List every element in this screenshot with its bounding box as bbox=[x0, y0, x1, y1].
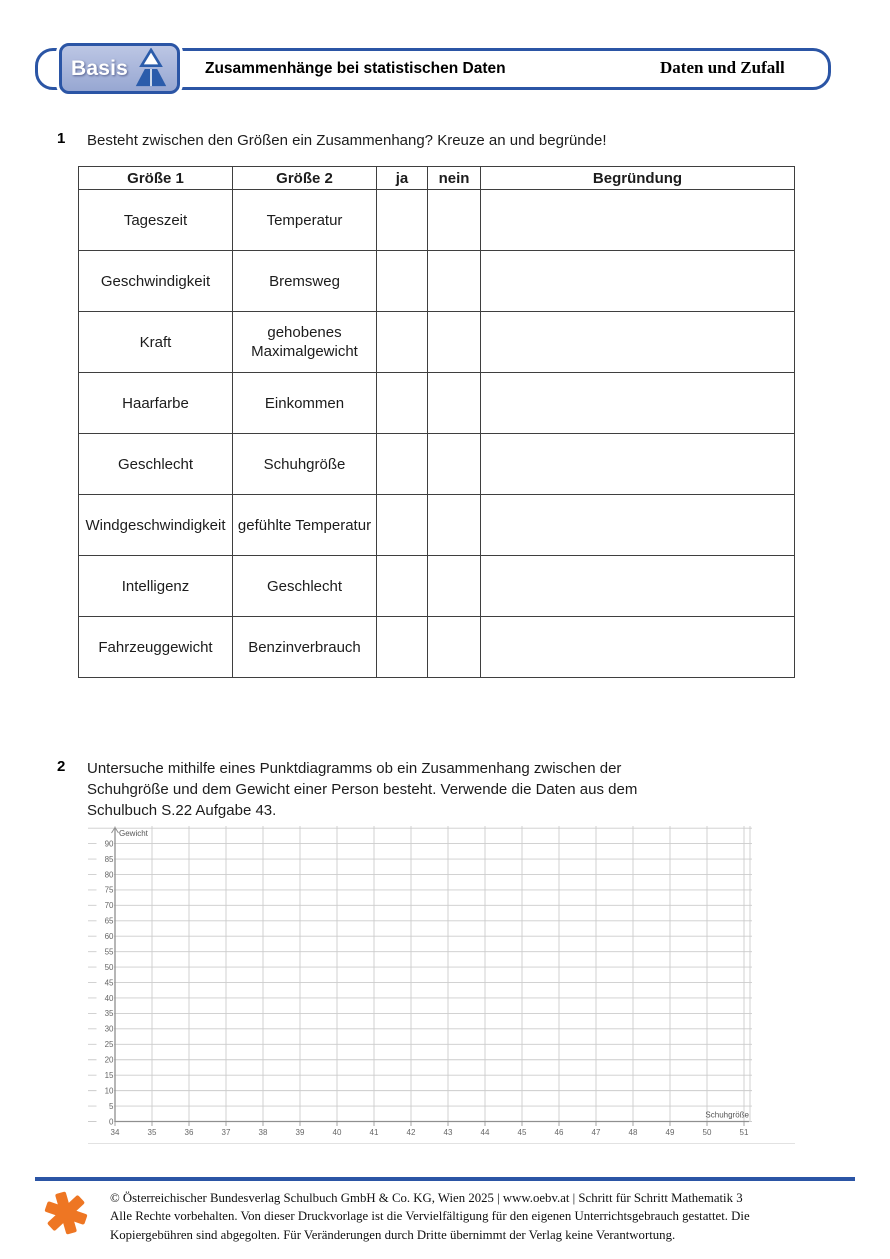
groesse1-cell: Fahrzeuggewicht bbox=[79, 617, 233, 678]
groesse2-cell: Benzinverbrauch bbox=[233, 617, 377, 678]
svg-text:48: 48 bbox=[628, 1128, 638, 1137]
svg-text:36: 36 bbox=[184, 1128, 194, 1137]
groesse1-cell: Tageszeit bbox=[79, 190, 233, 251]
pyramid-icon bbox=[132, 48, 170, 90]
task1-number: 1 bbox=[57, 130, 66, 147]
svg-text:39: 39 bbox=[295, 1128, 305, 1137]
table-row bbox=[79, 617, 795, 678]
copyright-text bbox=[110, 1189, 840, 1244]
svg-text:65: 65 bbox=[104, 916, 114, 926]
ja-answer-cell bbox=[377, 617, 428, 678]
svg-text:35: 35 bbox=[147, 1128, 157, 1137]
svg-text:5: 5 bbox=[109, 1101, 114, 1111]
ja-answer-cell bbox=[377, 556, 428, 617]
groesse2-cell: gefühlte Temperatur bbox=[233, 495, 377, 556]
groesse2-cell: Temperatur bbox=[233, 190, 377, 251]
nein-answer-cell bbox=[428, 617, 481, 678]
ja-answer-cell bbox=[377, 251, 428, 312]
groesse1-cell: Geschwindigkeit bbox=[79, 251, 233, 312]
svg-text:10: 10 bbox=[104, 1086, 114, 1096]
correlation-table bbox=[78, 166, 795, 678]
groesse1-cell: Kraft bbox=[79, 312, 233, 373]
groesse2-cell: Schuhgröße bbox=[233, 434, 377, 495]
svg-text:25: 25 bbox=[104, 1040, 114, 1050]
begruendung-answer-cell bbox=[481, 190, 795, 251]
nein-answer-cell bbox=[428, 312, 481, 373]
svg-text:Schuhgröße: Schuhgröße bbox=[705, 1110, 749, 1120]
svg-text:41: 41 bbox=[369, 1128, 379, 1137]
groesse1-cell: Haarfarbe bbox=[79, 373, 233, 434]
table-row bbox=[79, 312, 795, 373]
svg-text:44: 44 bbox=[480, 1128, 490, 1137]
begruendung-answer-cell bbox=[481, 312, 795, 373]
nein-answer-cell bbox=[428, 190, 481, 251]
scatter-grid-svg bbox=[88, 825, 795, 1151]
table-row bbox=[79, 556, 795, 617]
svg-text:0: 0 bbox=[109, 1117, 114, 1127]
svg-text:40: 40 bbox=[104, 993, 114, 1003]
begruendung-answer-cell bbox=[481, 251, 795, 312]
svg-text:40: 40 bbox=[332, 1128, 342, 1137]
svg-text:70: 70 bbox=[104, 901, 114, 911]
nein-answer-cell bbox=[428, 434, 481, 495]
col-header-groesse2: Größe 2 bbox=[233, 167, 377, 190]
svg-text:34: 34 bbox=[110, 1128, 120, 1137]
scatter-grid-chart bbox=[88, 825, 795, 1151]
svg-text:50: 50 bbox=[702, 1128, 712, 1137]
ja-answer-cell bbox=[377, 434, 428, 495]
nein-answer-cell bbox=[428, 251, 481, 312]
svg-text:20: 20 bbox=[104, 1055, 114, 1065]
svg-text:46: 46 bbox=[554, 1128, 564, 1137]
svg-text:50: 50 bbox=[104, 962, 114, 972]
svg-text:43: 43 bbox=[443, 1128, 453, 1137]
table-row bbox=[79, 495, 795, 556]
svg-text:85: 85 bbox=[104, 854, 114, 864]
svg-text:37: 37 bbox=[221, 1128, 231, 1137]
groesse1-cell: Windgeschwindig​keit bbox=[79, 495, 233, 556]
task2-prompt-line: Schuhgröße und dem Gewicht einer Person besteht. Verwende die Daten aus dem bbox=[87, 781, 638, 798]
ja-answer-cell bbox=[377, 373, 428, 434]
col-header-ja: ja bbox=[377, 167, 428, 190]
task2-prompt-line: Untersuche mithilfe eines Punktdiagramms ob ein Zusammenhang zwischen der bbox=[87, 760, 622, 777]
task2-number: 2 bbox=[57, 758, 66, 775]
copyright-line: Alle Rechte vorbehalten. Von dieser Druckvorlage ist die Vervielfältigung für den eigenen Unterrichtsgebrauch gestattet. Die bbox=[110, 1209, 750, 1224]
basis-badge-label: Basis bbox=[71, 56, 129, 80]
svg-text:51: 51 bbox=[739, 1128, 749, 1137]
table-row bbox=[79, 190, 795, 251]
ja-answer-cell bbox=[377, 312, 428, 373]
nein-answer-cell bbox=[428, 495, 481, 556]
table-row bbox=[79, 251, 795, 312]
groesse2-cell: Geschlecht bbox=[233, 556, 377, 617]
begruendung-answer-cell bbox=[481, 434, 795, 495]
svg-text:90: 90 bbox=[104, 839, 114, 849]
groesse2-cell: gehobenes Maximalgewicht bbox=[233, 312, 377, 373]
svg-text:80: 80 bbox=[104, 870, 114, 880]
begruendung-answer-cell bbox=[481, 617, 795, 678]
svg-text:45: 45 bbox=[517, 1128, 527, 1137]
svg-text:30: 30 bbox=[104, 1024, 114, 1034]
svg-text:47: 47 bbox=[591, 1128, 601, 1137]
ja-answer-cell bbox=[377, 495, 428, 556]
page-title: Zusammenhänge bei statistischen Daten bbox=[205, 60, 506, 77]
nein-answer-cell bbox=[428, 556, 481, 617]
groesse2-cell: Bremsweg bbox=[233, 251, 377, 312]
table-row bbox=[79, 373, 795, 434]
svg-text:42: 42 bbox=[406, 1128, 416, 1137]
svg-text:75: 75 bbox=[104, 885, 114, 895]
begruendung-answer-cell bbox=[481, 556, 795, 617]
svg-text:38: 38 bbox=[258, 1128, 268, 1137]
nein-answer-cell bbox=[428, 373, 481, 434]
groesse1-cell: Intelligenz bbox=[79, 556, 233, 617]
basis-badge bbox=[59, 43, 180, 94]
svg-text:15: 15 bbox=[104, 1070, 114, 1080]
col-header-groesse1: Größe 1 bbox=[79, 167, 233, 190]
ja-answer-cell bbox=[377, 190, 428, 251]
svg-text:45: 45 bbox=[104, 978, 114, 988]
copyright-line: Kopiergebühren sind abgegolten. Für Veränderungen durch Dritte übernimmt der Verlag keine Verantwortung. bbox=[110, 1227, 676, 1242]
task2-prompt bbox=[87, 758, 767, 821]
svg-text:35: 35 bbox=[104, 1009, 114, 1019]
svg-text:Gewicht: Gewicht bbox=[119, 829, 148, 838]
table-header-row bbox=[79, 167, 795, 190]
svg-text:49: 49 bbox=[665, 1128, 675, 1137]
begruendung-answer-cell bbox=[481, 495, 795, 556]
chapter-label: Daten und Zufall bbox=[660, 58, 785, 77]
task1-prompt: Besteht zwischen den Größen ein Zusammenhang? Kreuze an und begründe! bbox=[87, 132, 607, 149]
oebv-asterisk-icon bbox=[44, 1186, 88, 1245]
groesse2-cell: Einkommen bbox=[233, 373, 377, 434]
table-row bbox=[79, 434, 795, 495]
groesse1-cell: Geschlecht bbox=[79, 434, 233, 495]
svg-text:60: 60 bbox=[104, 932, 114, 942]
begruendung-answer-cell bbox=[481, 373, 795, 434]
footer-divider bbox=[35, 1177, 855, 1181]
col-header-nein: nein bbox=[428, 167, 481, 190]
copyright-line: © Österreichischer Bundesverlag Schulbuch GmbH & Co. KG, Wien 2025 | www.oebv.at | Schritt für Schritt Mathematik 3 bbox=[110, 1191, 743, 1205]
task2-prompt-line: Schulbuch S.22 Aufgabe 43. bbox=[87, 802, 277, 819]
svg-text:55: 55 bbox=[104, 947, 114, 957]
col-header-begruendung: Begründung bbox=[481, 167, 795, 190]
